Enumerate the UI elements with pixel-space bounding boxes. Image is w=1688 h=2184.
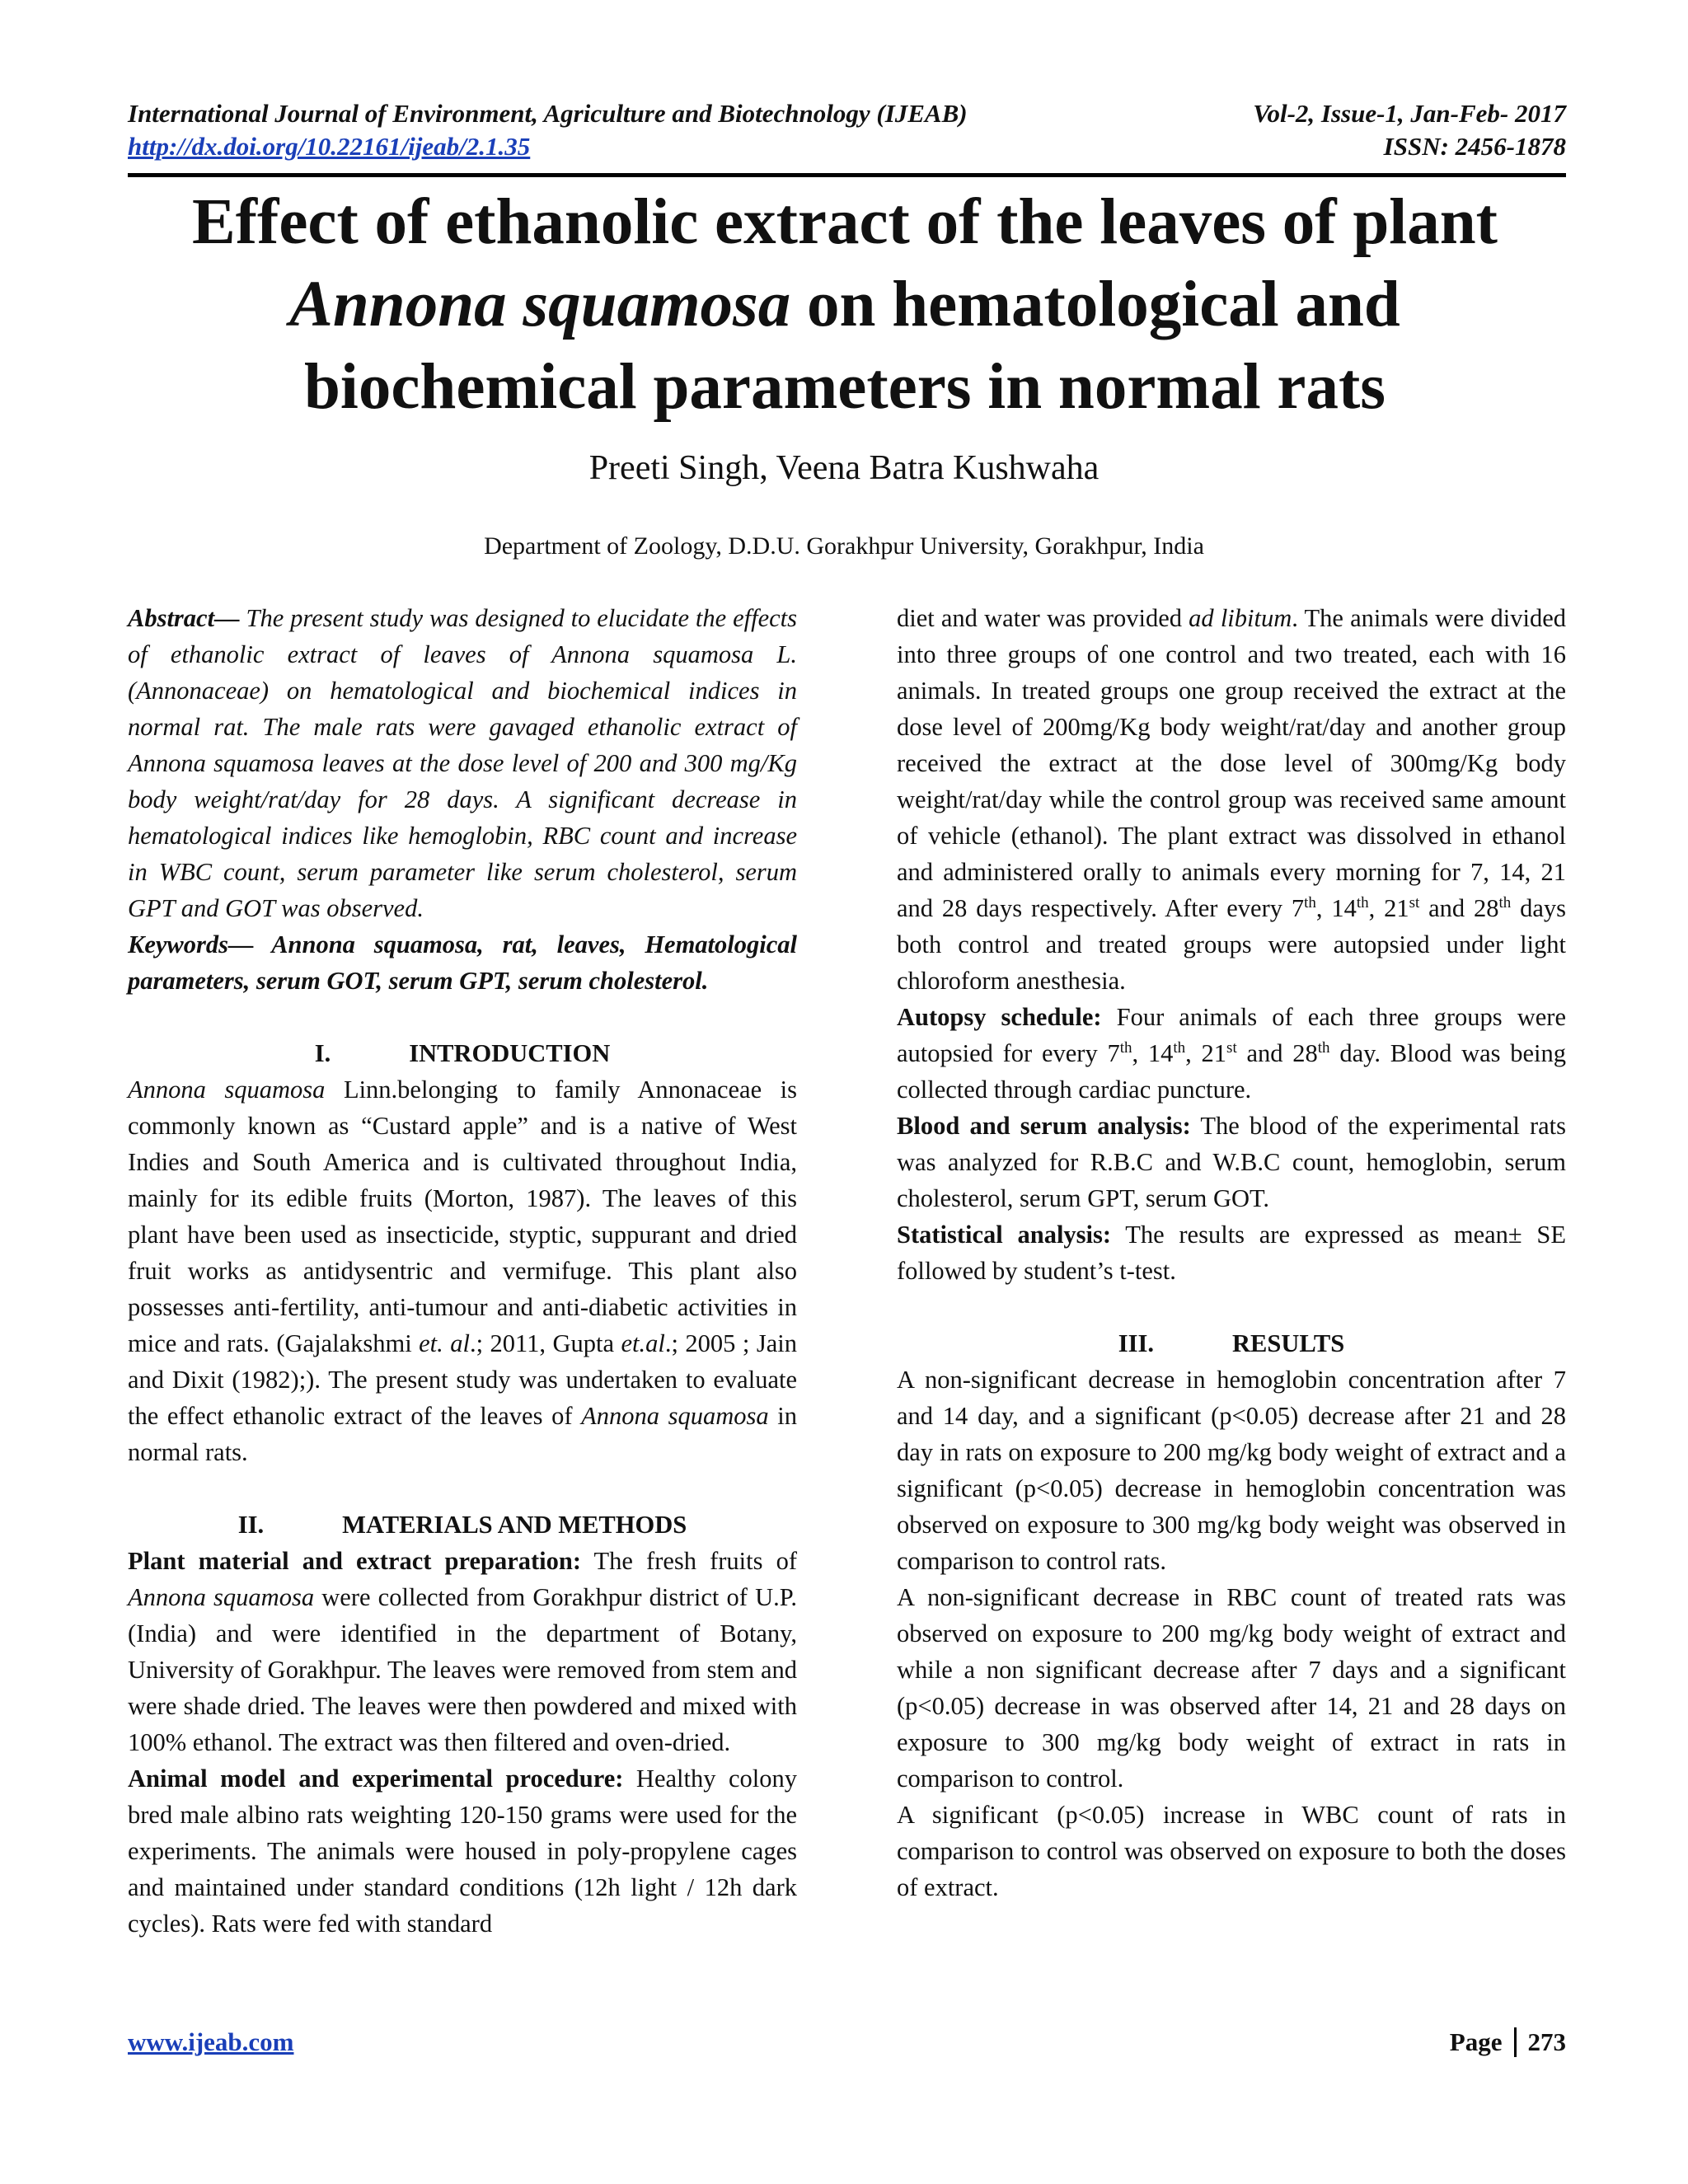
plant-material-paragraph: Plant material and extract preparation: The fresh fruits of Annona squamosa were collected from Gorakhpur district of U.P. (India) and were identified in the department of Botany, University of Gorakhpur. The leaves were removed from stem and were shade dried. The leaves were then powdered and mixed with 100% ethanol. The extract was then filtered and oven-dried. bbox=[128, 1547, 797, 1756]
running-header bbox=[128, 97, 1566, 163]
header-rule bbox=[128, 173, 1566, 177]
title-line-3: biochemical parameters in normal rats bbox=[303, 351, 1386, 423]
page-footer bbox=[128, 2027, 1566, 2057]
page-divider bbox=[1514, 2027, 1517, 2057]
title-line-2: Annona squamosa on hematological and bbox=[289, 269, 1400, 340]
title-line-1: Effect of ethanolic extract of the leaves of plant bbox=[192, 186, 1498, 258]
authors: Preeti Singh, Veena Batra Kushwaha bbox=[588, 449, 1100, 487]
journal-name: International Journal of Environment, Agriculture and Biotechnology (IJEAB) bbox=[128, 99, 968, 128]
introduction-paragraph: Annona squamosa Linn.belonging to family Annonaceae is commonly known as “Custard apple” and is a native of West Indies and South America and is cultivated throughout India, mainly for its edible fruits (Morton, 1987). The leaves of this plant have been used as insecticide, styptic, suppurant and dried fruit works as antidysentric and vermifuge. This plant also possesses anti-fertility, anti-tumour and anti-diabetic activities in mice and rats. (Gajalakshmi et. al.; 2011, Gupta et.al.; 2005 ; Jain and Dixit (1982);). The present study was undertaken to evaluate the effect ethanolic extract of the leaves of Annona squamosa in normal rats. bbox=[128, 1076, 798, 1466]
statistical-analysis-paragraph: Statistical analysis: The results are expressed as mean± SE followed by student’s t-test. bbox=[897, 1221, 1566, 1285]
website-link[interactable]: www.ijeab.com bbox=[128, 2027, 294, 2056]
section-heading-introduction: I. INTRODUCTION bbox=[314, 1039, 611, 1067]
issn: ISSN: 2456-1878 bbox=[1383, 132, 1566, 161]
paper-title bbox=[82, 181, 1607, 429]
results-paragraph-2: A non-significant decrease in RBC count of treated rats was observed on exposure to 200 mg/kg body weight of extract and while a non significant decrease after 7 days and a significant (p<0.05) decrease in was observed after 14, 21 and 28 days on exposure to 300 mg/kg body weight of extract in rats in comparison to control. bbox=[897, 1583, 1566, 1793]
left-column bbox=[128, 600, 797, 1942]
page-number: Page 273 bbox=[1449, 2027, 1566, 2056]
blood-analysis-paragraph: Blood and serum analysis: The blood of the experimental rats was analyzed for R.B.C and W.B.C count, hemoglobin, serum cholesterol, serum GPT, serum GOT. bbox=[897, 1112, 1567, 1212]
volume-issue: Vol-2, Issue-1, Jan-Feb- 2017 bbox=[1253, 99, 1566, 128]
abstract-label: Abstract— bbox=[128, 604, 240, 632]
autopsy-paragraph: Autopsy schedule: Four animals of each three groups were autopsied for every 7th, 14th, 21st and 28th day. Blood was being collected through cardiac puncture. bbox=[897, 1003, 1567, 1104]
doi-link[interactable]: http://dx.doi.org/10.22161/ijeab/2.1.35 bbox=[128, 132, 531, 161]
right-column bbox=[897, 600, 1566, 1905]
keywords: Keywords— Annona squamosa, rat, leaves, Hematological parameters, serum GOT, serum GPT, serum cholesterol. bbox=[128, 930, 797, 995]
affiliation: Department of Zoology, D.D.U. Gorakhpur University, Gorakhpur, India bbox=[484, 532, 1204, 560]
results-paragraph-1: A non-significant decrease in hemoglobin concentration after 7 and 14 day, and a significant (p<0.05) decrease after 21 and 28 day in rats on exposure to 200 mg/kg body weight of extract and a significant (p<0.05) decrease in hemoglobin concentration was observed on exposure to 300 mg/kg body weight was observed in comparison to control rats. bbox=[897, 1366, 1566, 1575]
section-heading-results: III. RESULTS bbox=[1118, 1329, 1345, 1357]
results-paragraph-3: A significant (p<0.05) increase in WBC count of rats in comparison to control was observed on exposure to both the doses of extract. bbox=[897, 1801, 1566, 1901]
methods-continued-paragraph: diet and water was provided ad libitum. The animals were divided into three groups of one control and two treated, each with 16 animals. In treated groups one group received the extract at the dose level of 200mg/Kg body weight/rat/day and another group received the extract at the dose level of 300mg/Kg body weight/rat/day while the control group was received same amount of vehicle (ethanol). The plant extract was dissolved in ethanol and administered orally to animals every morning for 7, 14, 21 and 28 days respectively. After every 7th, 14th, 21st and 28th days both control and treated groups were autopsied under light chloroform anesthesia. bbox=[897, 604, 1567, 995]
abstract: Abstract— The present study was designed to elucidate the effects of ethanolic extract of leaves of Annona squamosa L. (Annonaceae) on hematological and biochemical indices in normal rat. The male rats were gavaged ethanolic extract of Annona squamosa leaves at the dose level of 200 and 300 mg/Kg body weight/rat/day for 28 days. A significant decrease in hematological indices like hemoglobin, RBC count and increase in WBC count, serum parameter like serum cholesterol, serum GPT and GOT was observed. bbox=[128, 604, 797, 922]
animal-model-paragraph: Animal model and experimental procedure: Healthy colony bred male albino rats weighting 120-150 grams were used for the experiments. The animals were housed in poly-propylene cages and maintained under standard conditions (12h light / 12h dark cycles). Rats were fed with standard bbox=[128, 1765, 797, 1938]
section-heading-methods: II. MATERIALS AND METHODS bbox=[237, 1511, 687, 1539]
title-species: Annona squamosa bbox=[289, 269, 791, 340]
